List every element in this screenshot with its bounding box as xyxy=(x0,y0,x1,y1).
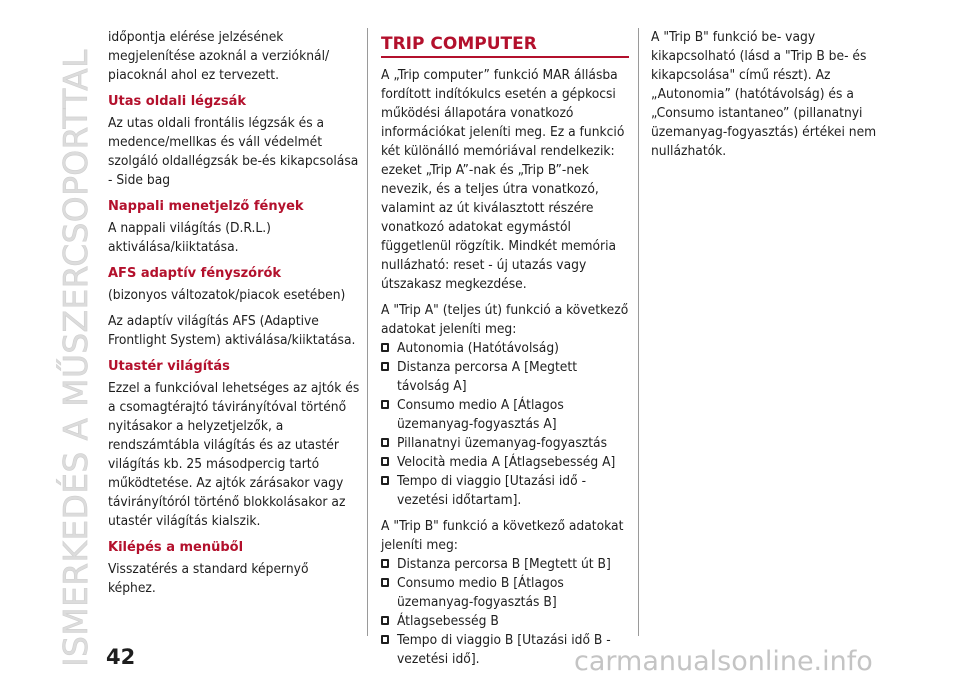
section-title-trip-computer: TRIP COMPUTER xyxy=(381,34,629,58)
list-item: Distanza percorsa B [Megtett út B] xyxy=(381,555,629,574)
list-item: Tempo di viaggio [Utazási idő - vezetési időtartam]. xyxy=(381,472,629,510)
checkbox-bullet-icon xyxy=(381,457,389,466)
interior-lighting-text: Ezzel a funkcióval lehetséges az ajtók és a csomagtérajtó távirányítóval történő nyitásakor a helyzetjelzők, a rendszámtábla világítás és az utastér világítás kb. 25 másodpercig tartó működtetése. Az ajtók zárásakor vagy távirányítóról történő blokkolásakor az utastér világítás kialszik. xyxy=(108,380,360,529)
checkbox-bullet-icon xyxy=(381,559,389,568)
list-item: Autonomia (Hatótávolság) xyxy=(381,339,629,358)
heading-interior-lighting: Utastér világítás xyxy=(108,359,230,374)
checkbox-bullet-icon xyxy=(381,476,389,485)
trip-a-intro: A "Trip A" (teljes út) funkció a következő adatokat jeleníti meg: xyxy=(381,302,629,337)
page-number: 42 xyxy=(106,645,136,669)
list-item: Consumo medio A [Átlagos üzemanyag-fogyasztás A] xyxy=(381,396,629,434)
exit-menu-text: Visszatérés a standard képernyő képhez. xyxy=(108,561,309,596)
daytime-lights-text: A nappali világítás (D.R.L.) aktiválása/kiiktatása. xyxy=(108,220,271,255)
list-item: Distanza percorsa A [Megtett távolság A] xyxy=(381,358,629,396)
heading-passenger-airbag: Utas oldali légzsák xyxy=(108,94,247,109)
list-item: Velocità media A [Átlagsebesség A] xyxy=(381,453,629,472)
trip-b-toggle-text: A "Trip B" funkció be- vagy kikapcsolható (lásd a "Trip B be- és kikapcsolása" című részt). Az „Autonomia” (hatótávolság) és a „Consumo istantaneo” (pillanatnyi üzemanyag-fogyasztás) értékei nem nullázhatók. xyxy=(651,29,877,159)
afs-text: Az adaptív világítás AFS (Adaptive Frontlight System) aktiválása/kiiktatása. xyxy=(108,313,356,348)
list-item: Consumo medio B [Átlagos üzemanyag-fogyasztás B] xyxy=(381,574,629,612)
column-1 xyxy=(108,28,360,605)
heading-afs-headlights: AFS adaptív fényszórók xyxy=(108,266,282,281)
checkbox-bullet-icon xyxy=(381,343,389,352)
checkbox-bullet-icon xyxy=(381,578,389,587)
chapter-sidebar-title: ISMERKEDÉS A MŰSZERCSOPORTTAL xyxy=(56,49,95,667)
watermark-text: carmanualsonline.info xyxy=(574,646,873,677)
column-divider-right xyxy=(638,28,639,636)
column-3 xyxy=(651,28,903,168)
checkbox-bullet-icon xyxy=(381,616,389,625)
heading-daytime-lights: Nappali menetjelző fények xyxy=(108,199,304,214)
intro-paragraph: időpontja elérése jelzésének megjelenítése azoknál a verzióknál/ piacoknál ahol ez tervezett. xyxy=(108,29,330,83)
column-2 xyxy=(381,34,629,676)
list-item: Átlagsebesség B xyxy=(381,612,629,631)
list-item: Pillanatnyi üzemanyag-fogyasztás xyxy=(381,434,629,453)
list-item: Tempo di viaggio B [Utazási idő B - vezetési idő]. xyxy=(381,631,629,669)
passenger-airbag-text: Az utas oldali frontális légzsák és a medence/mellkas és váll védelmét szolgáló oldallégzsák be-és kikapcsolása - Side bag xyxy=(108,115,359,188)
column-divider-left xyxy=(367,28,368,636)
heading-exit-menu: Kilépés a menüből xyxy=(108,540,244,555)
trip-a-list xyxy=(381,339,629,510)
checkbox-bullet-icon xyxy=(381,362,389,371)
checkbox-bullet-icon xyxy=(381,635,389,644)
afs-note-text: (bizonyos változatok/piacok esetében) xyxy=(108,287,346,303)
checkbox-bullet-icon xyxy=(381,400,389,409)
trip-b-intro: A "Trip B" funkció a következő adatokat jeleníti meg: xyxy=(381,518,624,553)
trip-computer-intro: A „Trip computer” funkció MAR állásba fordított indítókulcs esetén a gépkocsi működési állapotára vonatkozó információkat jeleníti meg. Ez a funkció két különálló memóriával rendelkezik: ezeket „Trip A”-nak és „Trip B”-nek nevezik, és a teljes útra vonatkozó, valamint az út kiválasztott részére vonatkozó adatokat egymástól függetlenül rögzítik. Mindkét memória nullázható: reset - új utazás vagy útszakasz megkezdése. xyxy=(381,67,625,292)
checkbox-bullet-icon xyxy=(381,438,389,447)
